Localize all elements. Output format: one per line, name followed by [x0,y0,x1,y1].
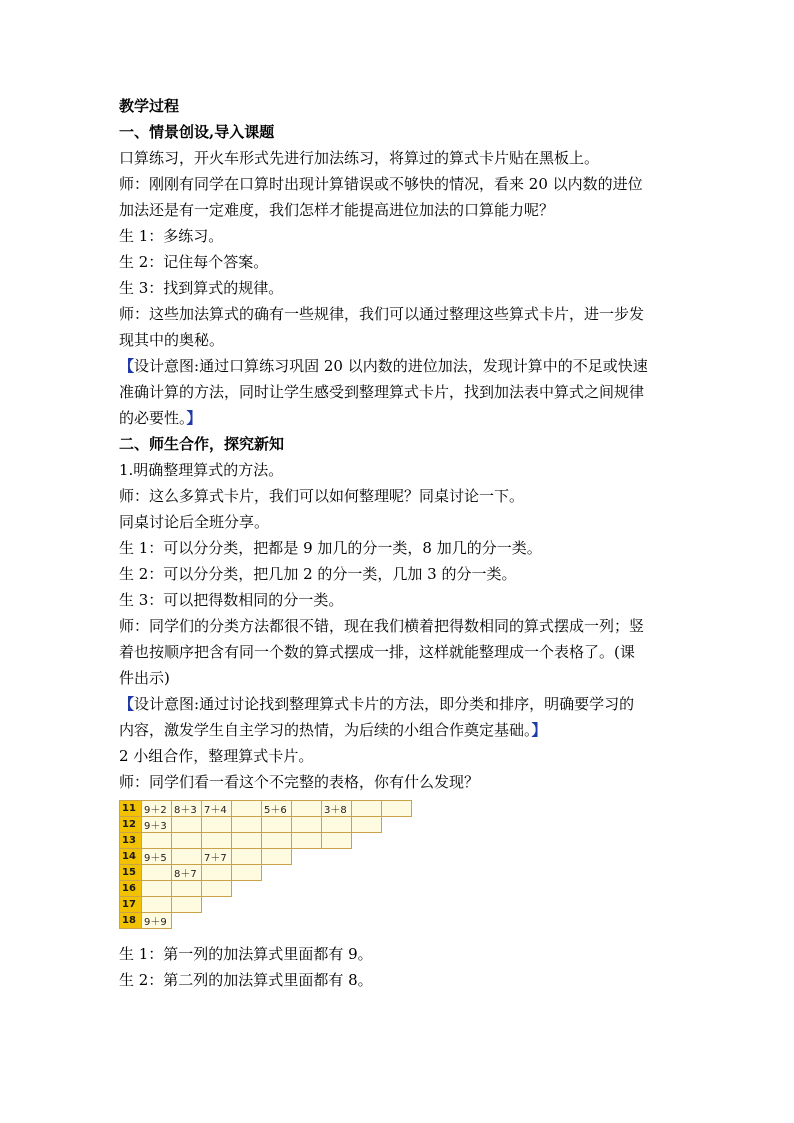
paragraph-line: 生 1：多练习。 [119,227,224,245]
paragraph-line: 加法还是有一定难度，我们怎样才能提高进位加法的口算能力呢？ [119,201,555,219]
paragraph-line: 生 3：找到算式的规律。 [119,279,284,297]
row-sum-label: 16 [120,881,142,897]
table-row [120,865,412,881]
table-cell [172,881,202,897]
bracket-mark: 】 [531,721,547,739]
bracket-mark: 【 [119,695,135,713]
table-cell [322,817,352,833]
table-cell [202,833,232,849]
table-cell [292,801,322,817]
row-sum-label: 18 [120,913,142,929]
table-row [120,881,412,897]
table-cell [142,865,172,881]
empty-space [382,881,412,897]
paragraph-line: 生 1：可以分分类，把都是 9 加几的分一类，8 加几的分一类。 [119,539,542,557]
table-cell [202,881,232,897]
empty-space [322,897,352,913]
paragraph-line: 师：这些加法算式的确有一些规律，我们可以通过整理这些算式卡片，进一步发 [119,305,645,323]
paragraph-line: 师：同学们的分类方法都很不错，现在我们横着把得数相同的算式摆成一列；竖 [119,617,645,635]
empty-space [382,817,412,833]
empty-space [202,913,232,929]
paragraph-line [119,405,677,431]
paragraph-line: 现其中的奥秘。 [119,331,225,349]
empty-space [382,913,412,929]
table-cell [382,801,412,817]
table-cell [172,817,202,833]
table-cell [172,849,202,865]
empty-space [292,865,322,881]
table-cell [262,849,292,865]
table-cell: 3＋8 [322,801,352,817]
paragraph-line: 生 2：可以分分类，把几加 2 的分一类，几加 3 的分一类。 [119,565,517,583]
table-cell: 9＋2 [142,801,172,817]
empty-space [382,849,412,865]
student-answers-block [119,941,677,993]
table-row [120,801,412,817]
empty-space [172,913,202,929]
table-cell [262,833,292,849]
table-cell [172,897,202,913]
table-cell: 9＋9 [142,913,172,929]
table-cell [352,817,382,833]
table-cell [202,865,232,881]
row-sum-label: 11 [120,801,142,817]
table-cell [202,817,232,833]
addition-table [119,800,412,929]
line-text: 内容，激发学生自主学习的热情，为后续的小组合作奠定基础。 [119,721,532,739]
addition-table-figure [119,800,677,935]
table-cell [142,881,172,897]
paragraph-line: 生 1：第一列的加法算式里面都有 9。 [119,945,373,963]
table-row [120,833,412,849]
empty-space [232,897,262,913]
line-text: 的必要性。 [119,409,187,427]
row-sum-label: 13 [120,833,142,849]
bracket-mark: 【 [119,357,135,375]
document-page [119,93,677,993]
paragraph-line: 师：同学们看一看这个不完整的表格，你有什么发现？ [119,773,480,791]
table-cell: 8＋7 [172,865,202,881]
paragraph-line [119,691,677,717]
empty-space [292,881,322,897]
table-cell: 7＋7 [202,849,232,865]
empty-space [322,865,352,881]
empty-space [262,913,292,929]
empty-space [352,849,382,865]
table-cell [322,833,352,849]
table-cell [232,801,262,817]
paragraph-line: 生 3：可以把得数相同的分一类。 [119,591,344,609]
empty-space [232,913,262,929]
paragraph-line: 师：刚刚有同学在口算时出现计算错误或不够快的情况，看来 20 以内数的进位 [119,175,643,193]
empty-space [322,849,352,865]
empty-space [382,865,412,881]
table-cell [352,801,382,817]
table-row [120,913,412,929]
section-heading: 二、师生合作，探究新知 [119,435,285,453]
row-sum-label: 15 [120,865,142,881]
table-cell [292,833,322,849]
paragraph-line: 生 2：记住每个答案。 [119,253,269,271]
empty-space [322,913,352,929]
empty-space [292,849,322,865]
lesson-text-block [119,93,677,795]
empty-space [352,881,382,897]
row-sum-label: 17 [120,897,142,913]
paragraph-line: 同桌讨论后全班分享。 [119,513,270,531]
table-cell: 8＋3 [172,801,202,817]
table-cell [142,833,172,849]
empty-space [292,897,322,913]
empty-space [352,865,382,881]
table-row [120,817,412,833]
section-heading: 教学过程 [119,97,180,115]
table-cell [232,865,262,881]
table-cell [142,897,172,913]
empty-space [352,913,382,929]
section-heading: 一、情景创设,导入课题 [119,123,275,141]
line-text: 设计意图:通过讨论找到整理算式卡片的方法，即分类和排序，明确要学习的 [134,695,635,713]
empty-space [322,881,352,897]
empty-space [202,897,232,913]
empty-space [232,881,262,897]
table-cell [262,817,292,833]
table-cell [232,849,262,865]
paragraph-line: 生 2：第二列的加法算式里面都有 8。 [119,971,373,989]
empty-space [382,833,412,849]
table-row [120,897,412,913]
empty-space [292,913,322,929]
table-cell: 5＋6 [262,801,292,817]
table-cell: 9＋3 [142,817,172,833]
empty-space [352,833,382,849]
line-text: 设计意图:通过口算练习巩固 20 以内数的进位加法，发现计算中的不足或快速 [134,357,648,375]
row-sum-label: 14 [120,849,142,865]
paragraph-line [119,353,677,379]
paragraph-line: 着也按顺序把含有同一个数的算式摆成一排，这样就能整理成一个表格了。(课 [119,643,635,661]
paragraph-line: 1.明确整理算式的方法。 [119,461,284,479]
row-sum-label: 12 [120,817,142,833]
empty-space [382,897,412,913]
empty-space [262,897,292,913]
empty-space [262,881,292,897]
table-cell [172,833,202,849]
paragraph-line: 2 小组合作，整理算式卡片。 [119,747,314,765]
paragraph-line: 师：这么多算式卡片，我们可以如何整理呢？同桌讨论一下。 [119,487,525,505]
empty-space [262,865,292,881]
paragraph-line: 准确计算的方法，同时让学生感受到整理算式卡片，找到加法表中算式之间规律 [119,383,645,401]
table-cell: 7＋4 [202,801,232,817]
bracket-mark: 】 [186,409,202,427]
table-cell: 9＋5 [142,849,172,865]
table-cell [232,833,262,849]
empty-space [352,897,382,913]
paragraph-line: 件出示) [119,669,170,687]
paragraph-line: 口算练习，开火车形式先进行加法练习，将算过的算式卡片贴在黑板上。 [119,149,600,167]
table-cell [232,817,262,833]
paragraph-line [119,717,677,743]
table-cell [292,817,322,833]
table-row [120,849,412,865]
